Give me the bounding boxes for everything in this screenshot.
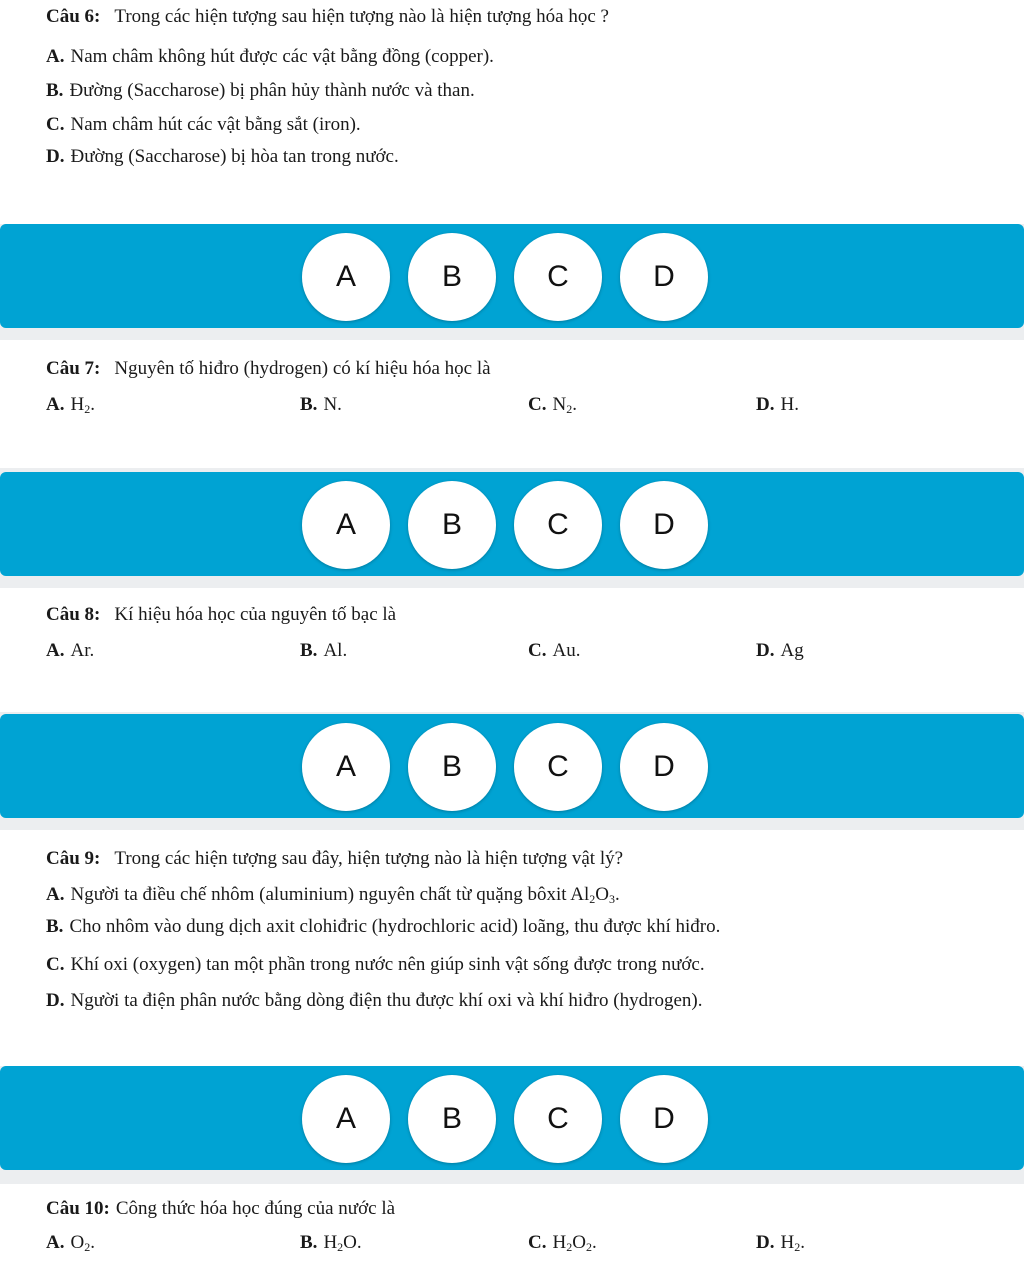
answer-button-d[interactable]: D xyxy=(620,481,708,569)
answer-button-d[interactable]: D xyxy=(620,233,708,321)
answer-bar-q8 xyxy=(0,714,1024,818)
answer-button-d[interactable]: D xyxy=(620,1075,708,1163)
question-8-text: Kí hiệu hóa học của nguyên tố bạc là xyxy=(114,604,397,625)
question-10-option-a: A. $O_2$. xyxy=(46,1232,95,1254)
question-6-card xyxy=(0,0,1024,224)
answer-button-c[interactable]: C xyxy=(514,723,602,811)
question-8-number: Câu 8: xyxy=(46,604,101,625)
question-10-card xyxy=(0,1184,1024,1280)
question-10-text: Công thức hóa học đúng của nước là xyxy=(115,1198,396,1219)
question-9-option-a: A. Người ta điều chế nhôm (aluminium) nguyên chất từ quặng bôxit $Al_2O_3$. xyxy=(46,884,620,906)
question-6-text: Trong các hiện tượng sau hiện tượng nào là hiện tượng hóa học ? xyxy=(114,6,609,27)
question-7-title xyxy=(46,358,491,380)
question-6-option-c: C. Nam châm hút các vật bằng sắt (iron). xyxy=(46,114,361,135)
question-10-option-b: B. $H_2O$. xyxy=(300,1232,362,1254)
answer-button-c[interactable]: C xyxy=(514,1075,602,1163)
question-7-option-d: D. H. xyxy=(756,394,799,415)
question-8-title xyxy=(46,604,396,626)
question-9-text: Trong các hiện tượng sau đây, hiện tượng nào là hiện tượng vật lý? xyxy=(114,848,624,869)
question-9-option-b: B. Cho nhôm vào dung dịch axit clohiđric (hydrochloric acid) loãng, thu được khí hiđro. xyxy=(46,916,721,937)
question-8-option-b: B. Al. xyxy=(300,640,348,661)
question-8-option-a: A. Ar. xyxy=(46,640,95,661)
question-7-option-b: B. N. xyxy=(300,394,342,415)
answer-button-c[interactable]: C xyxy=(514,233,602,321)
question-7-text: Nguyên tố hiđro (hydrogen) có kí hiệu hóa học là xyxy=(114,358,491,379)
answer-bar-q9 xyxy=(0,1066,1024,1170)
question-6-title xyxy=(46,6,609,28)
question-9-number: Câu 9: xyxy=(46,848,101,869)
answer-button-c[interactable]: C xyxy=(514,481,602,569)
question-10-option-c: C. $H_2O_2$. xyxy=(528,1232,597,1254)
answer-button-a[interactable]: A xyxy=(302,481,390,569)
question-7-option-a: A. $H_2$. xyxy=(46,394,95,416)
answer-button-b[interactable]: B xyxy=(408,723,496,811)
question-7-card xyxy=(0,340,1024,468)
question-6-option-a: A. Nam châm không hút được các vật bằng đồng (copper). xyxy=(46,46,494,67)
question-6-option-b: B. Đường (Saccharose) bị phân hủy thành nước và than. xyxy=(46,80,475,101)
question-10-title xyxy=(46,1198,395,1220)
answer-button-b[interactable]: B xyxy=(408,1075,496,1163)
question-9-card xyxy=(0,830,1024,1066)
question-8-card xyxy=(0,588,1024,712)
answer-button-a[interactable]: A xyxy=(302,723,390,811)
question-8-option-d: D. Ag xyxy=(756,640,804,661)
question-7-number: Câu 7: xyxy=(46,358,101,379)
answer-button-b[interactable]: B xyxy=(408,233,496,321)
question-6-option-d: D. Đường (Saccharose) bị hòa tan trong nước. xyxy=(46,146,399,167)
question-10-number: Câu 10: xyxy=(46,1198,110,1219)
question-9-option-c: C. Khí oxi (oxygen) tan một phần trong nước nên giúp sinh vật sống được trong nước. xyxy=(46,954,705,975)
question-7-option-c: C. $N_2$. xyxy=(528,394,577,416)
answer-bar-q6 xyxy=(0,224,1024,328)
answer-button-d[interactable]: D xyxy=(620,723,708,811)
question-8-option-c: C. Au. xyxy=(528,640,581,661)
question-10-option-d: D. $H_2$. xyxy=(756,1232,805,1254)
answer-button-a[interactable]: A xyxy=(302,233,390,321)
answer-button-b[interactable]: B xyxy=(408,481,496,569)
question-9-title xyxy=(46,848,623,870)
question-6-number: Câu 6: xyxy=(46,6,101,27)
answer-button-a[interactable]: A xyxy=(302,1075,390,1163)
question-9-option-d: D. Người ta điện phân nước bằng dòng điện thu được khí oxi và khí hiđro (hydrogen). xyxy=(46,990,703,1011)
answer-bar-q7 xyxy=(0,472,1024,576)
